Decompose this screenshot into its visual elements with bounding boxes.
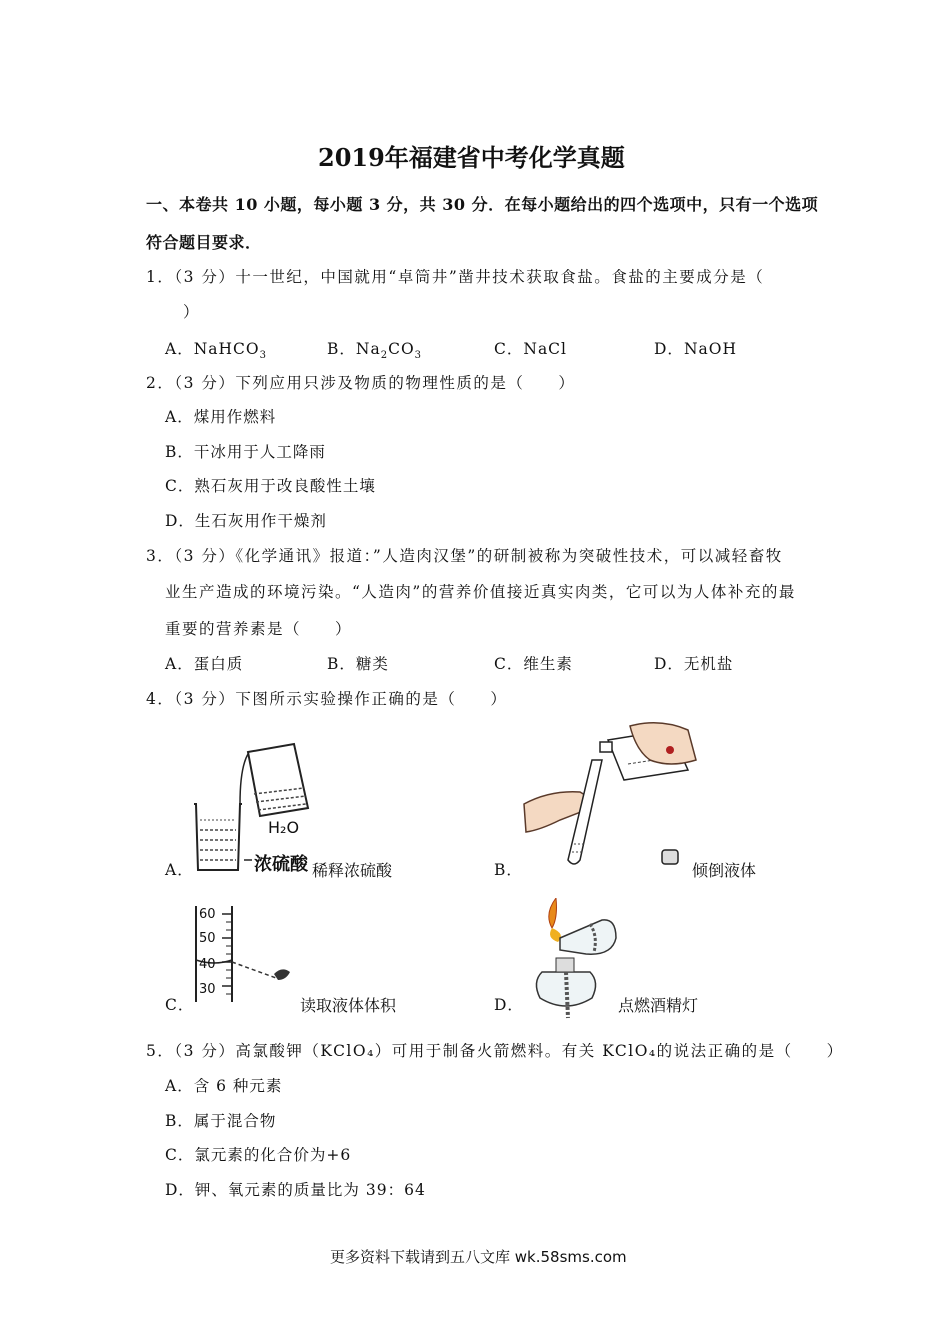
question-4: 4．（3 分）下图所示实验操作正确的是（ ）: [146, 690, 508, 708]
q2-option-a: A．煤用作燃料: [165, 408, 277, 426]
q2-option-c: C．熟石灰用于改良酸性土壤: [165, 477, 376, 495]
q4-option-a-caption: 稀释浓硫酸: [312, 861, 393, 880]
q3-option-a: A．蛋白质: [165, 655, 244, 673]
q1-option-c: C．NaCl: [494, 340, 567, 358]
figure-c-tick-50: 50: [199, 931, 216, 946]
q2-option-d: D．生石灰用作干燥剂: [165, 512, 327, 530]
q3-option-b: B．糖类: [327, 655, 389, 673]
question-3-line3: 重要的营养素是（ ）: [165, 620, 353, 638]
q5-option-a: A．含 6 种元素: [165, 1077, 283, 1095]
q4-option-d-caption: 点燃酒精灯: [618, 996, 699, 1015]
q3-option-d: D．无机盐: [654, 655, 734, 673]
q5-option-b: B．属于混合物: [165, 1112, 277, 1130]
figure-a-label-acid: 浓硫酸: [254, 854, 308, 875]
figure-c-tick-40: 40: [199, 957, 216, 972]
q4-option-b-caption: 倾倒液体: [692, 861, 757, 880]
q4-option-c-caption: 读取液体体积: [300, 996, 397, 1015]
q1-option-d: D．NaOH: [654, 340, 737, 358]
section-heading-line1: 一、本卷共 10 小题，每小题 3 分，共 30 分．在每小题给出的四个选项中，只有一个选项: [146, 195, 819, 214]
q3-option-c: C．维生素: [494, 655, 573, 673]
section-heading-line2: 符合题目要求．: [146, 233, 262, 252]
q4-option-c-label: C．: [165, 996, 195, 1014]
question-1-line1: 1．（3 分）十一世纪，中国就用“卓筒井”凿井技术获取食盐。食盐的主要成分是（: [146, 268, 765, 286]
question-3-line2: 业生产造成的环境污染。“人造肉”的营养价值接近真实肉类，它可以为人体补充的最: [165, 583, 796, 601]
q4-option-a-label: A．: [165, 861, 194, 879]
q5-option-d: D．钾、氧元素的质量比为 39：64: [165, 1181, 426, 1199]
question-2: 2．（3 分）下列应用只涉及物质的物理性质的是（ ）: [146, 374, 576, 392]
page-title: 2019年福建省中考化学真题: [318, 143, 625, 172]
figure-a-label-water: H₂O: [268, 818, 300, 837]
q4-option-d-label: D．: [494, 996, 524, 1014]
q1-option-b: B．$Na_2CO_3$: [327, 340, 423, 362]
question-3-line1: 3．（3 分）《化学通讯》报道：”人造肉汉堡”的研制被称为突破性技术，可以减轻畜牧: [146, 547, 783, 565]
question-1-line2: ）: [183, 303, 201, 321]
q4-option-b-label: B．: [494, 861, 523, 879]
question-5: 5．（3 分）高氯酸钾（KClO₄）可用于制备火箭燃料。有关 KClO₄的说法正确的是（ ）: [146, 1042, 844, 1060]
footer-note: 更多资料下载请到五八文库 wk.58sms.com: [330, 1248, 627, 1266]
figure-c-tick-30: 30: [199, 982, 216, 997]
q5-option-c: C．氯元素的化合价为+6: [165, 1146, 352, 1164]
figure-c-tick-60: 60: [199, 907, 216, 922]
q1-option-a: A．NaHCO$_3$: [165, 340, 267, 362]
figure-b-pour-liquid: [520, 720, 700, 880]
q2-option-b: B．干冰用于人工降雨: [165, 443, 326, 461]
